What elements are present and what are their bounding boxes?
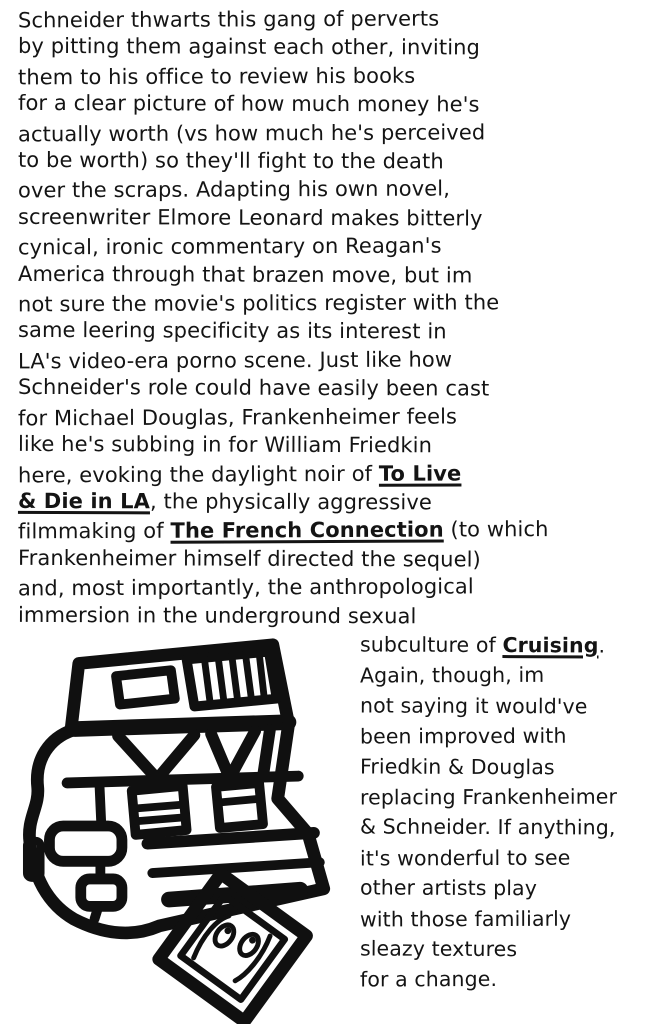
handwritten-text: screenwriter Elmore Leonard makes bitterly — [17, 204, 483, 231]
handwritten-line — [18, 174, 649, 205]
handwritten-text: here, evoking the daylight noir of — [17, 461, 379, 487]
handwritten-text: replacing Frankenheimer — [359, 784, 618, 810]
essay-bottom-section — [0, 630, 657, 1024]
polaroid-camera-doodle-svg — [22, 632, 360, 1024]
handwritten-line — [18, 344, 649, 375]
handwritten-line — [360, 903, 617, 934]
handwritten-text: cynical, ironic commentary on Reagan's — [17, 233, 442, 260]
film-title-text: The French Connection — [170, 517, 444, 544]
handwritten-line — [18, 373, 649, 404]
handwritten-line — [18, 231, 649, 262]
handwritten-line — [18, 60, 649, 91]
handwritten-text: Schneider thwarts this gang of perverts — [17, 6, 440, 33]
handwritten-line — [360, 964, 617, 995]
handwritten-line — [18, 260, 649, 291]
handwritten-line — [18, 600, 649, 631]
handwritten-text: actually worth (vs how much he's perceived — [17, 119, 486, 147]
handwritten-text: & Schneider. If anything, — [359, 814, 616, 840]
handwritten-text: not saying it would've — [359, 693, 588, 719]
handwritten-line — [18, 89, 649, 120]
camera-lens-panel — [132, 783, 263, 835]
handwritten-line — [18, 4, 649, 35]
handwritten-text: sleazy textures — [359, 936, 518, 962]
polaroid-camera-doodle — [22, 632, 360, 1024]
handwritten-text: filmmaking of — [17, 519, 171, 544]
handwritten-line — [360, 751, 617, 783]
handwritten-line — [360, 721, 617, 752]
handwritten-line — [18, 515, 649, 546]
handwritten-text: same leering specificity as its interest in — [17, 318, 447, 344]
handwritten-line — [18, 430, 649, 461]
handwritten-text: subculture of — [359, 632, 503, 657]
handwritten-text: Again, though, im — [359, 663, 545, 688]
handwritten-text: America through that brazen move, but im — [17, 261, 473, 288]
handwritten-text: for Michael Douglas, Frankenheimer feels — [17, 404, 458, 431]
handwritten-line — [18, 32, 649, 63]
handwritten-line — [18, 203, 649, 234]
handwritten-text: . — [598, 633, 606, 658]
handwritten-text: for a clear picture of how much money he's — [17, 91, 480, 117]
handwritten-line — [18, 316, 649, 347]
handwritten-line — [18, 117, 649, 148]
essay-text-wrap-column — [360, 630, 617, 995]
film-title-text: Cruising — [502, 632, 599, 658]
handwritten-text: for a change. — [359, 967, 498, 992]
camera-flash-grill — [187, 652, 277, 707]
handwritten-line — [360, 660, 617, 691]
handwritten-text: immersion in the underground sexual — [17, 602, 417, 628]
handwritten-line — [18, 401, 649, 432]
handwritten-text: (to which — [443, 517, 549, 542]
handwritten-line — [18, 572, 649, 603]
handwritten-line — [18, 458, 649, 489]
camera-hinge-bar — [75, 722, 289, 779]
handwritten-text: LA's video-era porno scene. Just like how — [17, 347, 453, 374]
handwritten-line — [360, 842, 617, 873]
handwritten-text: Friedkin & Douglas — [359, 754, 555, 779]
handwritten-text: Schneider's role could have easily been cast — [17, 375, 490, 401]
handwritten-line — [360, 629, 617, 661]
camera-viewfinder — [116, 670, 175, 704]
handwritten-text: Frankenheimer himself directed the sequel) — [17, 545, 481, 572]
handwritten-line — [360, 933, 617, 965]
handwritten-line — [18, 146, 649, 177]
handwritten-line — [360, 812, 617, 844]
handwritten-text: over the scraps. Adapting his own novel, — [17, 176, 451, 203]
film-title-text: & Die in LA — [17, 488, 151, 514]
handwritten-line — [360, 782, 617, 813]
handwritten-text: with those familiarly — [359, 906, 572, 932]
handwritten-text: them to his office to review his books — [17, 63, 416, 90]
handwritten-text: and, most importantly, the anthropological — [17, 574, 474, 601]
handwritten-text: , the physically aggressive — [149, 489, 432, 515]
handwritten-line — [18, 544, 649, 575]
handwritten-text: not sure the movie's politics register with the — [17, 290, 500, 317]
handwritten-text: it's wonderful to see — [359, 845, 571, 871]
film-title-text: To Live — [378, 460, 462, 486]
handwritten-text: other artists play — [359, 875, 538, 901]
handwritten-line — [360, 690, 617, 722]
handwritten-line — [18, 288, 649, 319]
handwritten-line — [360, 873, 617, 905]
handwritten-text: to be worth) so they'll fight to the death — [17, 147, 444, 174]
handwritten-text: been improved with — [359, 723, 567, 749]
handwritten-text: like he's subbing in for William Friedkin — [17, 431, 433, 458]
handwritten-line — [18, 487, 649, 518]
camera-grip — [49, 783, 121, 919]
handwritten-text: by pitting them against each other, inviting — [17, 34, 481, 60]
